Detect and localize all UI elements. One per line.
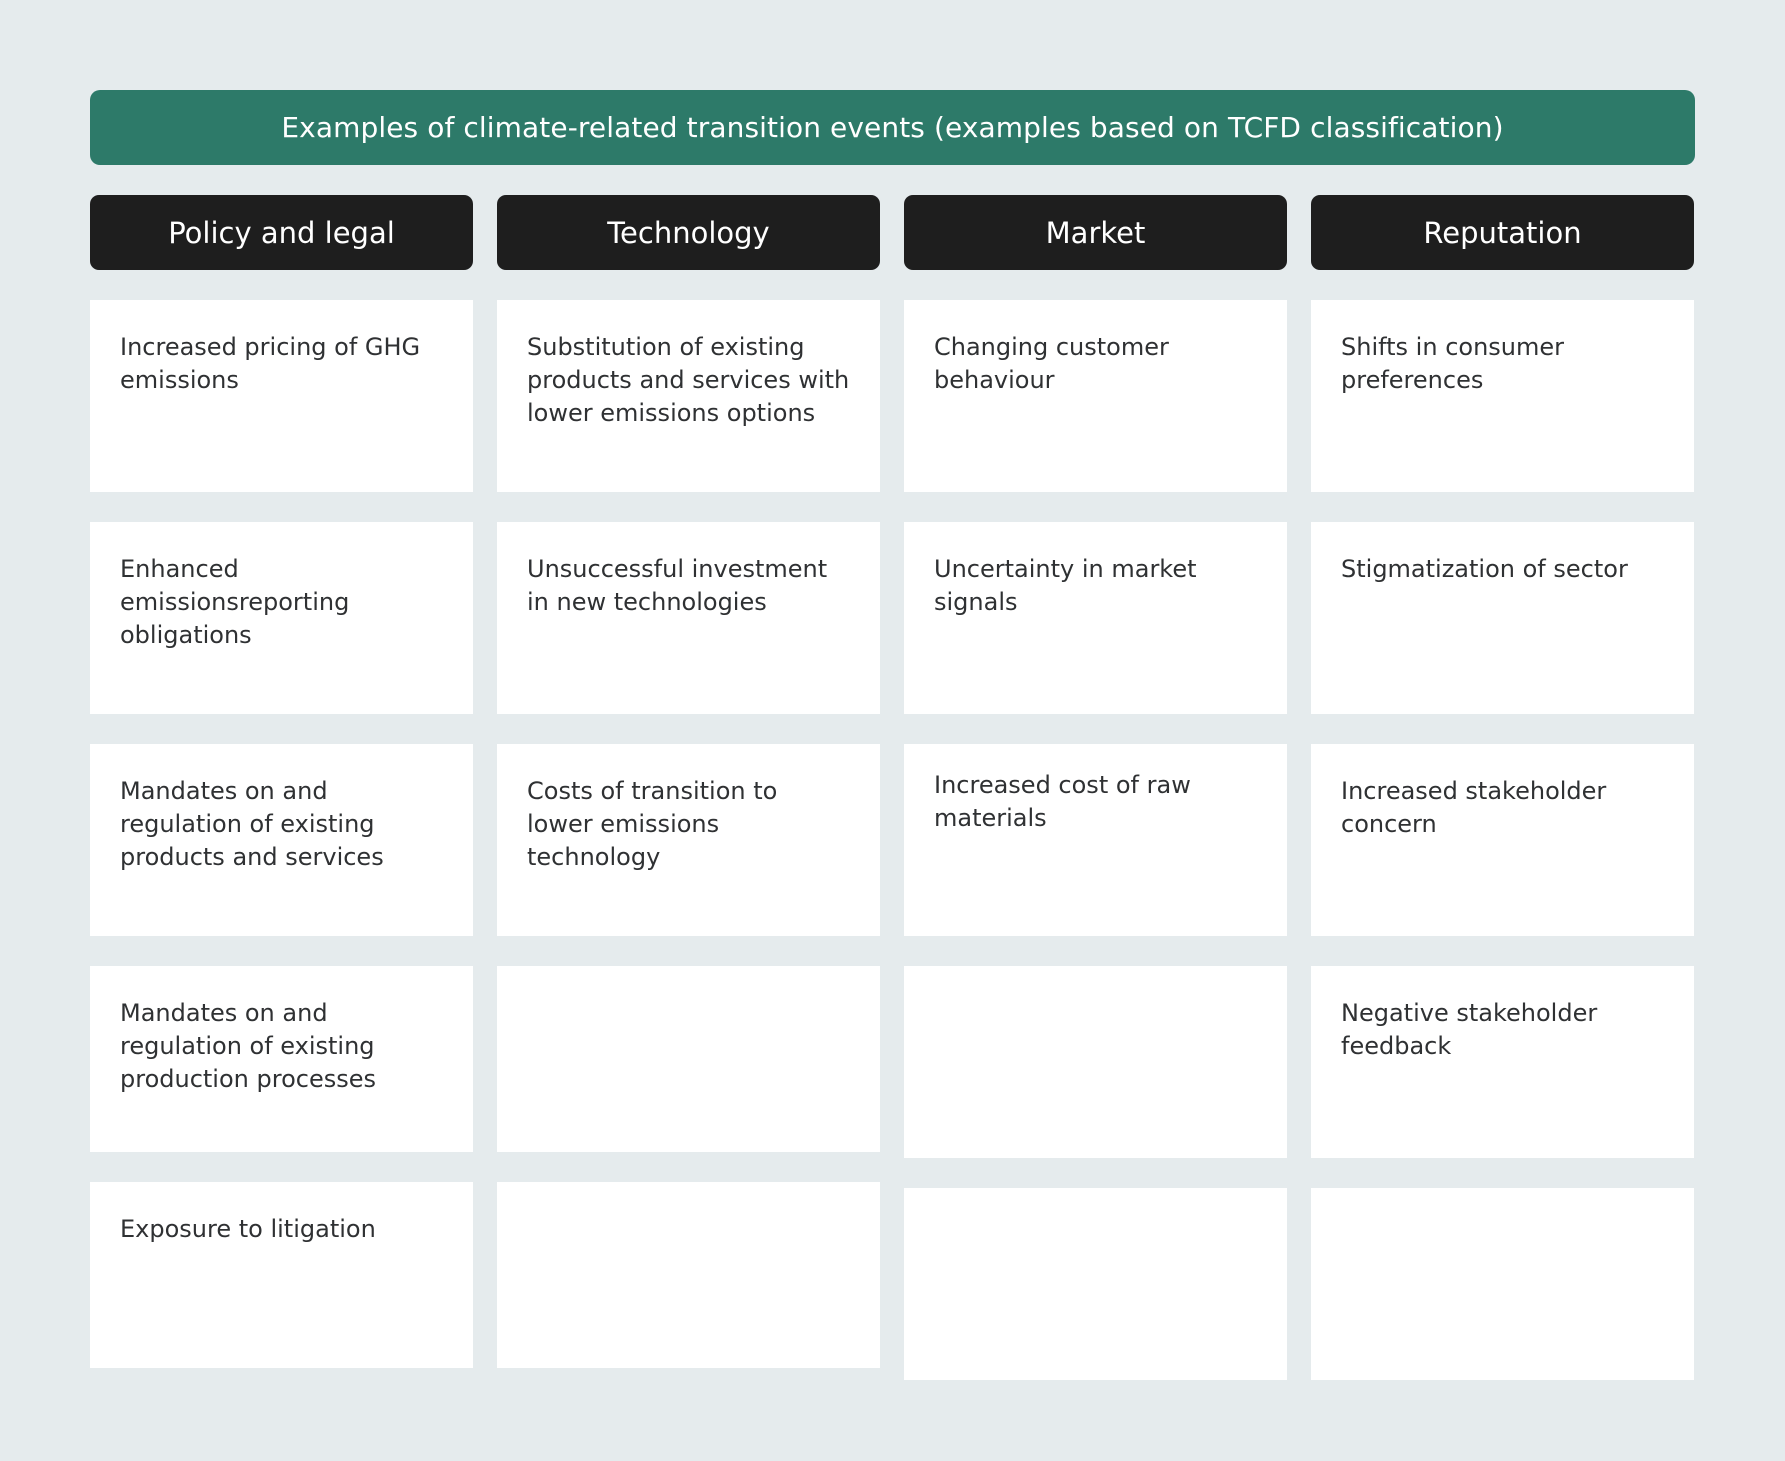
card: Mandates on and regulation of existing products and services — [90, 744, 473, 936]
column-policy-and-legal — [90, 195, 473, 1368]
diagram-title: Examples of climate-related transition events (examples based on TCFD classification) — [90, 90, 1695, 165]
column-reputation — [1311, 195, 1694, 1380]
card: Increased pricing of GHG emissions — [90, 300, 473, 492]
card: Negative stakeholder feedback — [1311, 966, 1694, 1158]
column-header-reputation: Reputation — [1311, 195, 1694, 270]
column-market — [904, 195, 1287, 1380]
card: Uncertainty in market signals — [904, 522, 1287, 714]
column-header-policy-and-legal: Policy and legal — [90, 195, 473, 270]
card: Stigmatization of sector — [1311, 522, 1694, 714]
card: Unsuccessful investment in new technologies — [497, 522, 880, 714]
card: Increased stakeholder concern — [1311, 744, 1694, 936]
column-header-market: Market — [904, 195, 1287, 270]
card-empty — [1311, 1188, 1694, 1380]
column-technology — [497, 195, 880, 1368]
card: Costs of transition to lower emissions technology — [497, 744, 880, 936]
card: Shifts in consumer preferences — [1311, 300, 1694, 492]
card-empty — [904, 1188, 1287, 1380]
card-empty — [497, 966, 880, 1152]
card-empty — [497, 1182, 880, 1368]
card-empty — [904, 966, 1287, 1158]
card: Increased cost of raw materials — [904, 744, 1287, 936]
column-header-technology: Technology — [497, 195, 880, 270]
card: Enhanced emissionsreporting obligations — [90, 522, 473, 714]
card: Exposure to litigation — [90, 1182, 473, 1368]
card: Mandates on and regulation of existing production processes — [90, 966, 473, 1152]
card: Changing customer behaviour — [904, 300, 1287, 492]
card: Substitution of existing products and services with lower emissions options — [497, 300, 880, 492]
